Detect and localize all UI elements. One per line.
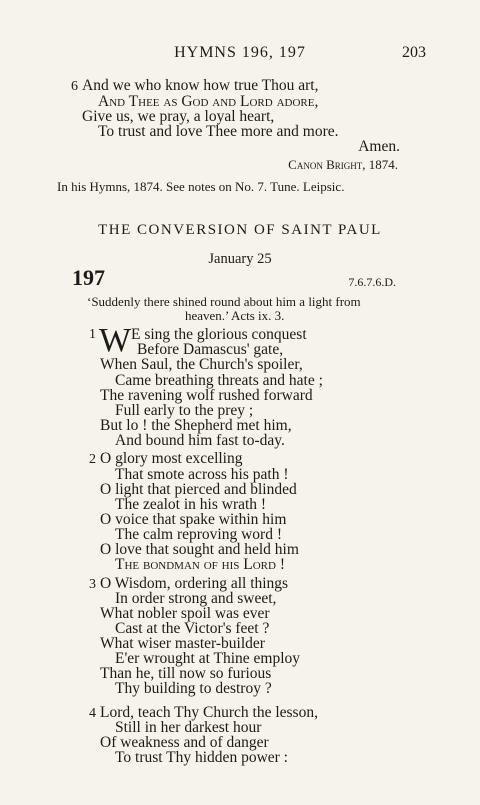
verse-number: 3 xyxy=(89,577,96,592)
verse-line: The zealot in his wrath ! xyxy=(115,496,267,513)
verse-line: Give us, we pray, a loyal heart, xyxy=(82,108,275,125)
verse-line: Than he, till now so furious xyxy=(100,665,272,682)
author-attribution: Canon Bright, 1874. xyxy=(288,157,398,172)
verse-line: The ravening wolf rushed forward xyxy=(100,387,313,404)
verse-line: Thy building to destroy ? xyxy=(115,680,272,697)
section-title: THE CONVERSION OF SAINT PAUL xyxy=(98,222,382,238)
source-note: In his Hymns, 1874. See notes on No. 7. Tune. Leipsic. xyxy=(57,179,345,194)
verse-line: The bondman of his Lord ! xyxy=(115,556,285,573)
hymn-number: 197 xyxy=(72,265,105,290)
verse-line: O voice that spake within him xyxy=(100,511,287,528)
drop-cap: W xyxy=(99,322,132,359)
verse-line: The calm reproving word ! xyxy=(115,526,282,543)
verse-line: To trust Thy hidden power : xyxy=(115,749,288,766)
verse-line: And bound him fast to-day. xyxy=(115,432,285,449)
header-title: HYMNS 196, 197 xyxy=(174,44,306,61)
verse-line: O light that pierced and blinded xyxy=(100,481,297,498)
verse-line: To trust and love Thee more and more. xyxy=(98,123,339,140)
verse-line: O glory most excelling xyxy=(100,450,243,467)
verse-line: Of weakness and of danger xyxy=(100,734,269,751)
epigraph-line: heaven.’ Acts ix. 3. xyxy=(185,308,285,323)
verse-line: O Wisdom, ordering all things xyxy=(100,575,289,592)
verse-line: Came breathing threats and hate ; xyxy=(115,372,323,389)
verse-line: And we who know how true Thou art, xyxy=(82,77,319,94)
verse-line: When Saul, the Church's spoiler, xyxy=(100,356,303,373)
verse-number: 2 xyxy=(89,452,96,467)
feast-date: January 25 xyxy=(208,251,272,267)
verse-line: That smote across his path ! xyxy=(115,466,289,483)
verse-line: And Thee as God and Lord adore, xyxy=(98,93,319,110)
verse-line: Cast at the Victor's feet ? xyxy=(115,620,270,637)
epigraph-line: ‘Suddenly there shined round about him a light from xyxy=(87,294,361,309)
verse-line: E'er wrought at Thine employ xyxy=(115,650,301,667)
verse-line: Still in her darkest hour xyxy=(115,719,262,736)
hymn-meter: 7.6.7.6.D. xyxy=(348,275,396,289)
verse-line: In order strong and sweet, xyxy=(115,590,277,607)
verse-line: But lo ! the Shepherd met him, xyxy=(100,417,292,434)
verse-line: Lord, teach Thy Church the lesson, xyxy=(100,704,318,721)
verse-line: E sing the glorious conquest xyxy=(131,326,307,343)
verse-line: Before Damascus' gate, xyxy=(137,341,284,358)
running-header xyxy=(0,44,480,64)
verse-number: 6 xyxy=(71,79,78,94)
verse-line: What nobler spoil was ever xyxy=(100,605,270,622)
verse-number: 4 xyxy=(89,706,96,721)
verse-line: O love that sought and held him xyxy=(100,541,299,558)
verse-number: 1 xyxy=(89,327,96,342)
verse-line: Full early to the prey ; xyxy=(115,402,254,419)
page-number: 203 xyxy=(402,44,426,61)
amen: Amen. xyxy=(358,138,400,155)
verse-line: What wiser master-builder xyxy=(100,635,265,652)
